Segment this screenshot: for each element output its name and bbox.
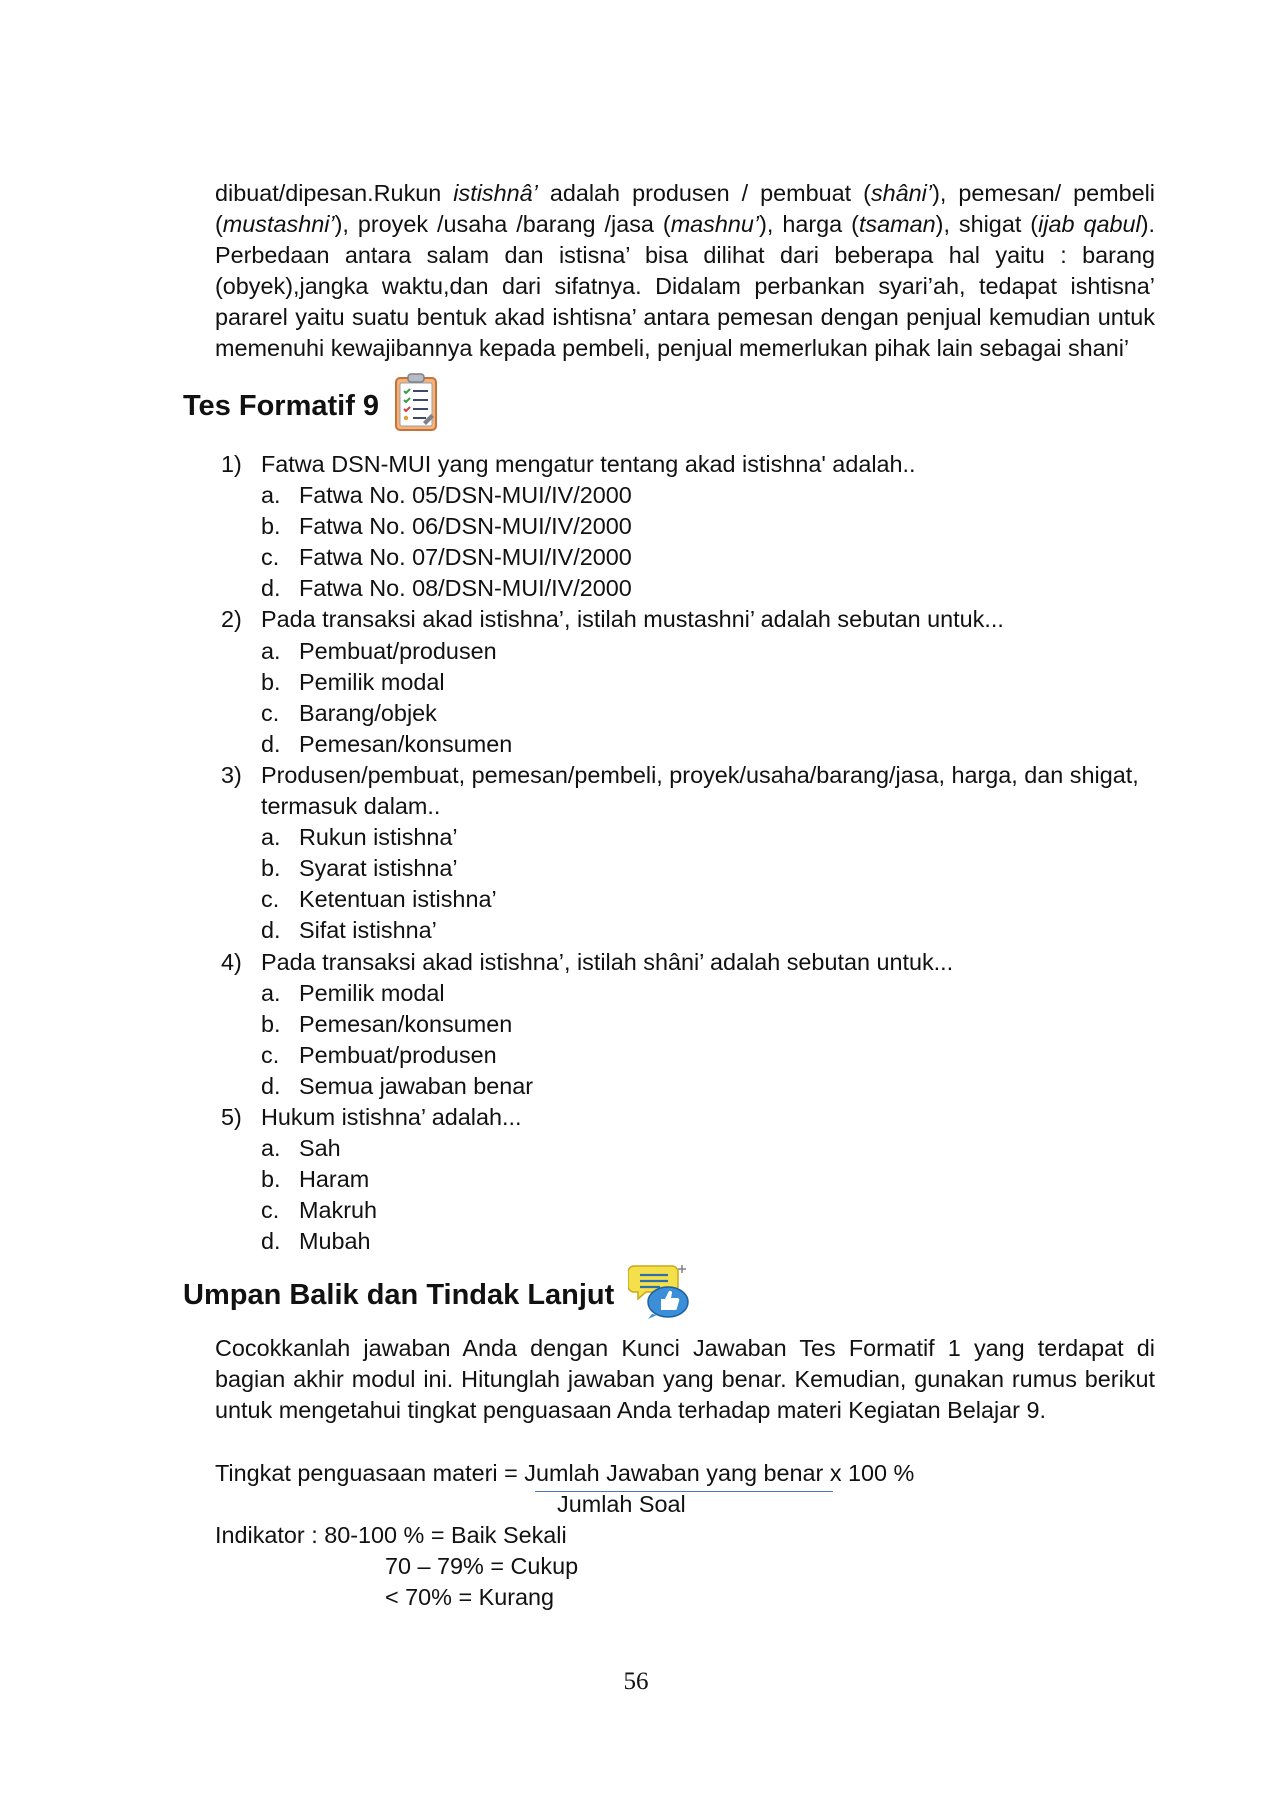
page-number: 56 — [623, 1668, 649, 1695]
option-letter: d. — [261, 1072, 281, 1099]
answer-option — [221, 1164, 1161, 1195]
answer-option — [221, 698, 1161, 729]
option-letter: a. — [261, 637, 281, 664]
option-text: Mubah — [299, 1228, 371, 1255]
answer-option — [221, 1226, 1161, 1257]
option-letter: c. — [261, 886, 280, 913]
option-text: Ketentuan istishna’ — [299, 886, 497, 913]
option-text: Pemilik modal — [299, 668, 445, 695]
question-1 — [221, 449, 1161, 480]
italic-term: shâni’ — [870, 180, 933, 206]
quiz-list — [221, 449, 1161, 1257]
question-number: 2) — [221, 606, 242, 633]
option-text: Sah — [299, 1135, 341, 1162]
option-letter: a. — [261, 1135, 281, 1162]
answer-option — [221, 915, 1161, 946]
option-letter: d. — [261, 1228, 281, 1255]
option-text: Rukun istishna’ — [299, 824, 458, 851]
italic-term: mustashni’ — [222, 211, 335, 237]
option-text: Haram — [299, 1166, 370, 1193]
intro-run: ( — [215, 211, 223, 237]
intro-run: Perbedaan antara salam dan istisna’ bisa dilihat dari beberapa hal yaitu : barang (obyek),jangka waktu,dan dari sifatnya. Didalam perbankan syari’ah, tedapat ishtisna’ pararel yaitu suatu bentuk akad ishtisna’ antara pemesan dengan penjual kemudian untuk memenuhi kewajibannya kepada pembeli, penjual memerlukan pihak lain sebagai shani’ — [215, 242, 1155, 361]
intro-run: dibuat/dipesan.Rukun — [215, 180, 454, 206]
answer-option — [221, 573, 1161, 604]
intro-run: ). — [1140, 211, 1155, 237]
answer-option — [221, 480, 1161, 511]
formula-numerator-line: Tingkat penguasaan materi = Jumlah Jawaban yang benar x 100 % — [215, 1460, 915, 1486]
italic-term: mashnu’ — [670, 211, 760, 237]
answer-option — [221, 511, 1161, 542]
answer-option — [221, 636, 1161, 667]
question-3 — [221, 760, 1161, 822]
option-letter: c. — [261, 1197, 280, 1224]
italic-term: istishnâ’ — [453, 180, 538, 206]
question-number: 3) — [221, 761, 242, 788]
tes-formatif-heading — [183, 372, 439, 440]
option-letter: c. — [261, 1041, 280, 1068]
option-letter: c. — [261, 544, 280, 571]
answer-option — [221, 1071, 1161, 1102]
question-number: 5) — [221, 1103, 242, 1130]
option-text: Fatwa No. 05/DSN-MUI/IV/2000 — [299, 482, 632, 509]
option-letter: b. — [261, 513, 281, 540]
italic-term: ijab qabul — [1038, 211, 1141, 237]
umpan-balik-heading — [183, 1262, 692, 1328]
formula-denominator: Jumlah Soal — [557, 1491, 686, 1517]
intro-text — [215, 178, 1155, 364]
option-letter: a. — [261, 482, 281, 509]
option-text: Syarat istishna’ — [299, 855, 458, 882]
answer-option — [221, 1009, 1161, 1040]
option-letter: c. — [261, 699, 280, 726]
question-number: 1) — [221, 451, 242, 477]
italic-term: tsaman — [858, 211, 936, 237]
option-text: Pembuat/produsen — [299, 637, 497, 664]
answer-option — [221, 853, 1161, 884]
intro-run: adalah produsen / pembuat ( — [537, 180, 871, 206]
intro-run: ), pemesan/ pembeli — [932, 180, 1155, 206]
intro-paragraph — [215, 178, 1155, 364]
answer-option — [221, 1195, 1161, 1226]
option-letter: a. — [261, 824, 281, 851]
option-letter: d. — [261, 917, 281, 944]
option-letter: b. — [261, 1010, 281, 1037]
answer-option — [221, 542, 1161, 573]
feedback-paragraph — [215, 1333, 1155, 1426]
intro-run: ), shigat ( — [935, 211, 1039, 237]
option-text: Pemesan/konsumen — [299, 1010, 513, 1037]
tes-formatif-title: Tes Formatif 9 — [183, 389, 380, 422]
option-letter: b. — [261, 668, 281, 695]
question-text: Hukum istishna’ adalah... — [261, 1103, 522, 1130]
option-text: Fatwa No. 08/DSN-MUI/IV/2000 — [299, 575, 632, 602]
answer-option — [221, 978, 1161, 1009]
question-text: Produsen/pembuat, pemesan/pembeli, proyek/usaha/barang/jasa, harga, dan shigat, termasuk dalam.. — [261, 761, 1139, 820]
option-text: Semua jawaban benar — [299, 1072, 534, 1099]
question-text: Pada transaksi akad istishna’, istilah mustashni’ adalah sebutan untuk... — [261, 606, 1004, 633]
question-4 — [221, 947, 1161, 978]
checklist-clipboard-icon — [393, 372, 439, 440]
answer-option — [221, 822, 1161, 853]
option-text: Barang/objek — [299, 699, 437, 726]
option-text: Pembuat/produsen — [299, 1041, 497, 1068]
indikator-line-3: < 70% = Kurang — [385, 1584, 555, 1610]
option-letter: d. — [261, 730, 281, 757]
option-letter: b. — [261, 1166, 281, 1193]
intro-run: ), harga ( — [759, 211, 859, 237]
answer-option — [221, 1133, 1161, 1164]
option-text: Makruh — [299, 1197, 377, 1224]
option-text: Pemesan/konsumen — [299, 730, 513, 757]
option-letter: d. — [261, 575, 281, 602]
option-text: Fatwa No. 07/DSN-MUI/IV/2000 — [299, 544, 632, 571]
feedback-text: Cocokkanlah jawaban Anda dengan Kunci Jawaban Tes Formatif 1 yang terdapat di bagian akhir modul ini. Hitunglah jawaban yang benar. Kemudian, gunakan rumus berikut untuk mengetahui tingkat penguasaan Anda terhadap materi Kegiatan Belajar 9. — [215, 1335, 1155, 1423]
option-letter: a. — [261, 979, 281, 1006]
answer-option — [221, 729, 1161, 760]
indikator-line-2: 70 – 79% = Cukup — [385, 1553, 579, 1579]
question-5 — [221, 1102, 1161, 1133]
answer-option — [221, 884, 1161, 915]
option-text: Sifat istishna’ — [299, 917, 437, 944]
question-text: Fatwa DSN-MUI yang mengatur tentang akad istishna' adalah.. — [261, 451, 916, 477]
option-text: Fatwa No. 06/DSN-MUI/IV/2000 — [299, 513, 632, 540]
question-text: Pada transaksi akad istishna’, istilah shâni’ adalah sebutan untuk... — [261, 948, 954, 975]
question-number: 4) — [221, 948, 242, 975]
question-2 — [221, 604, 1161, 635]
intro-run: ), proyek /usaha /barang /jasa ( — [334, 211, 671, 237]
answer-option — [221, 1040, 1161, 1071]
option-letter: b. — [261, 855, 281, 882]
chat-thumbs-up-icon — [628, 1262, 692, 1328]
answer-option — [221, 667, 1161, 698]
indikator-line-1: Indikator : 80-100 % = Baik Sekali — [215, 1522, 567, 1548]
option-text: Pemilik modal — [299, 979, 445, 1006]
umpan-balik-title: Umpan Balik dan Tindak Lanjut — [183, 1278, 615, 1311]
